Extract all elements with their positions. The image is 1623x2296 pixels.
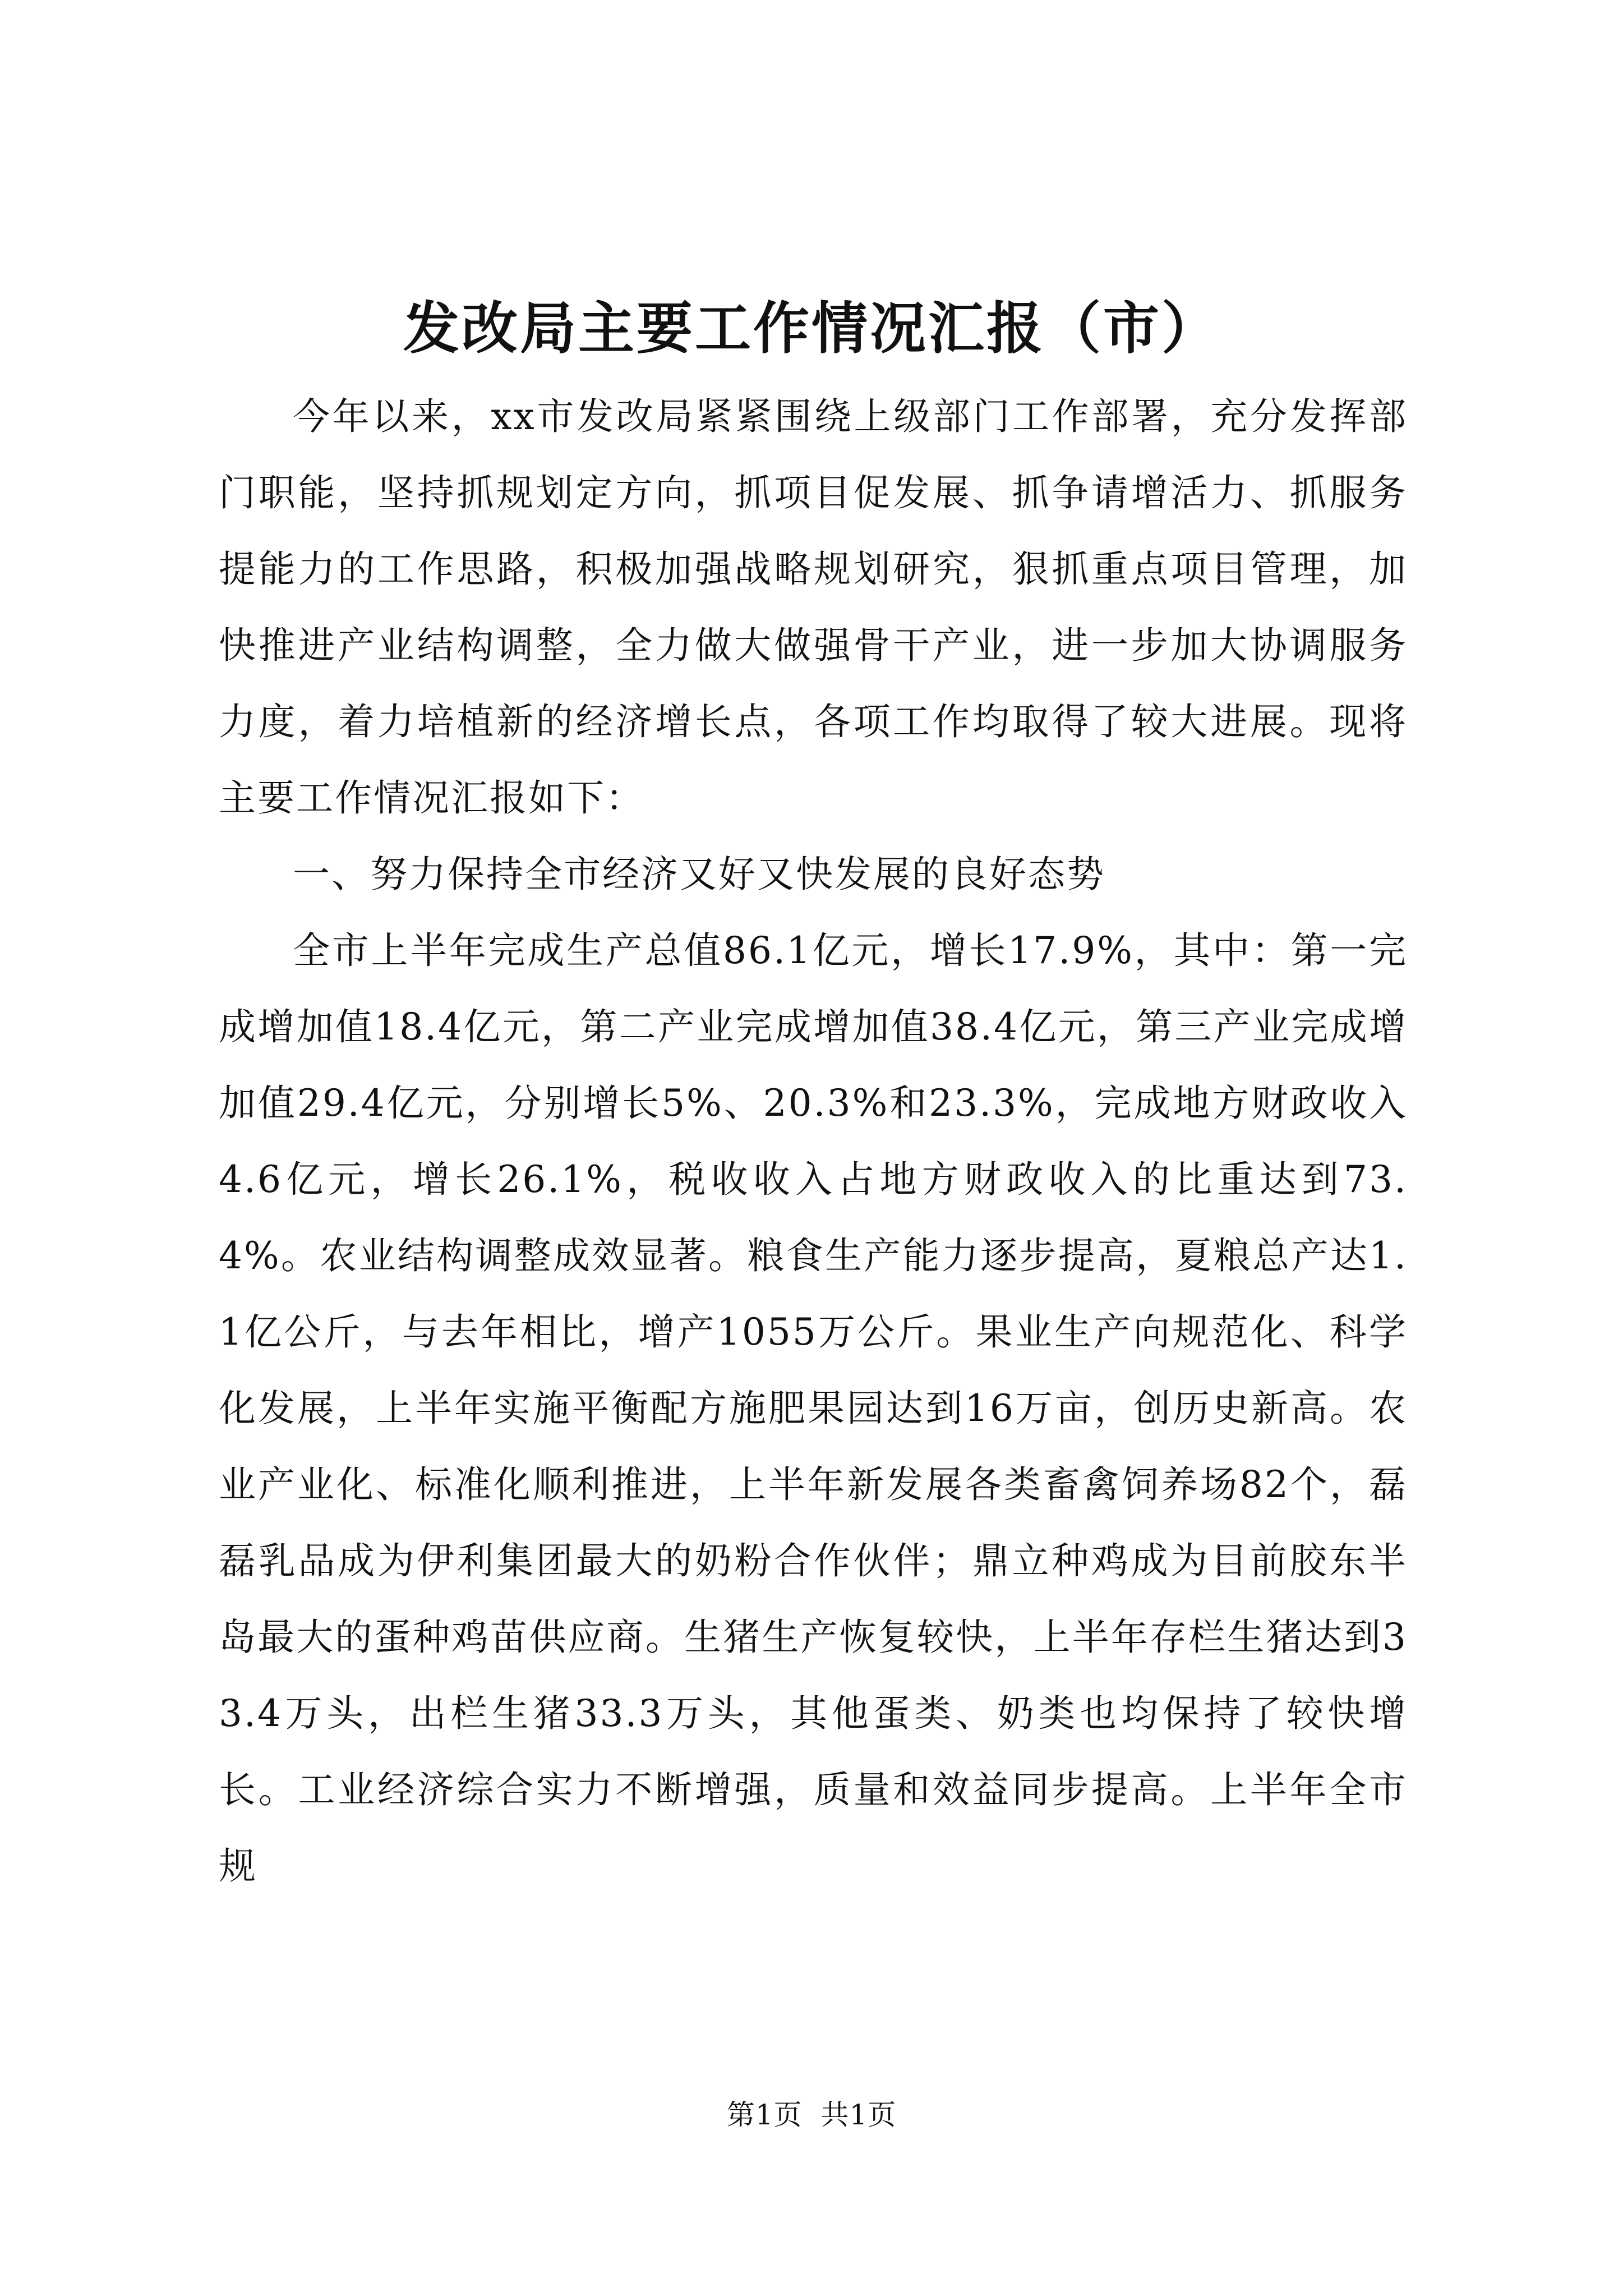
page-footer [0, 2095, 1623, 2134]
document-title: 发改局主要工作情况汇报（市） [403, 295, 1220, 361]
intro-paragraph: 今年以来，xx市发改局紧紧围绕上级部门工作部署，充分发挥部门职能，坚持抓规划定方向，抓项目促发展、抓争请增活力、抓服务提能力的工作思路，积极加强战略规划研究，狠抓重点项目管理，加快推进产业结构调整，全力做大做强骨干产业，进一步加大协调服务力度，着力培植新的经济增长点，各项工作均取得了较大进展。现将主要工作情况汇报如下： [219, 395, 1408, 820]
section-heading: 一、努力保持全市经济又好又快发展的良好态势 [293, 853, 1105, 896]
page-total: 共1页 [820, 2099, 897, 2131]
document-body [219, 379, 1408, 1904]
page-number: 第1页 [726, 2099, 803, 2131]
body-paragraph: 全市上半年完成生产总值86.1亿元，增长17.9%，其中：第一完成增加值18.4亿元，第二产业完成增加值38.4亿元，第三产业完成增加值29.4亿元，分别增长5%、20.3%和23.3%，完成地方财政收入4.6亿元，增长26.1%，税收收入占地方财政收入的比重达到73.4%。农业结构调整成效显著。粮食生产能力逐步提高，夏粮总产达1.1亿公斤，与去年相比，增产1055万公斤。果业生产向规范化、科学化发展，上半年实施平衡配方施肥果园达到16万亩，创历史新高。农业产业化、标准化顺利推进，上半年新发展各类畜禽饲养场82个，磊磊乳品成为伊利集团最大的奶粉合作伙伴；鼎立种鸡成为目前胶东半岛最大的蛋种鸡苗供应商。生猪生产恢复较快，上半年存栏生猪达到33.4万头，出栏生猪33.3万头，其他蛋类、奶类也均保持了较快增长。工业经济综合实力不断增强，质量和效益同步提高。上半年全市规 [219, 929, 1408, 1888]
